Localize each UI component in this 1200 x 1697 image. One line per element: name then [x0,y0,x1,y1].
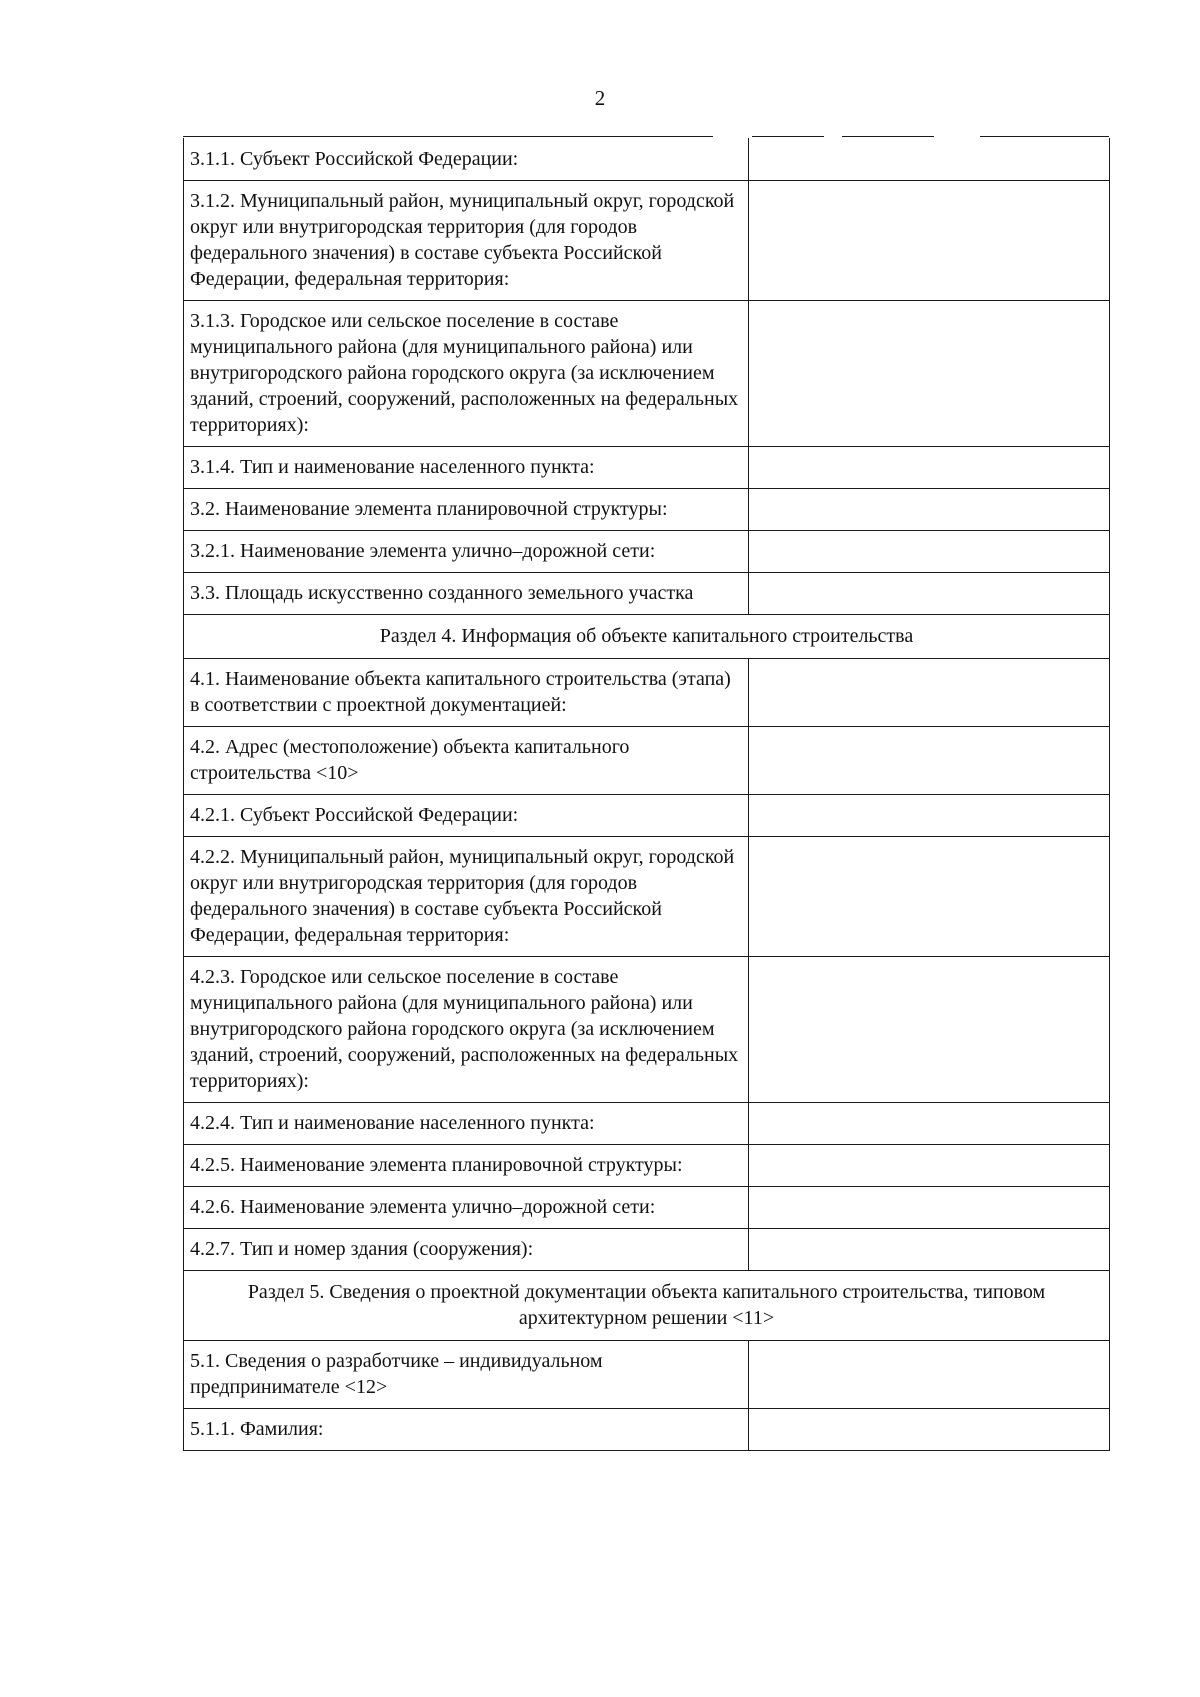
field-value[interactable] [749,1409,1110,1451]
field-label: 4.1. Наименование объекта капитального строительства (этапа) в соответствии с проектной документацией: [184,659,749,727]
form-field-row [184,1409,1110,1451]
section-header-row [184,615,1110,659]
field-label: 4.2.6. Наименование элемента улично–дорожной сети: [184,1187,749,1229]
field-value[interactable] [749,301,1110,447]
table-top-border-segment [842,136,934,137]
field-label: 4.2.7. Тип и номер здания (сооружения): [184,1229,749,1271]
field-label: 3.2.1. Наименование элемента улично–дорожной сети: [184,531,749,573]
table-top-border-segment [183,136,713,137]
field-label: 4.2. Адрес (местоположение) объекта капитального строительства <10> [184,727,749,795]
form-field-row [184,727,1110,795]
field-label: 4.2.1. Субъект Российской Федерации: [184,795,749,837]
field-value[interactable] [749,1341,1110,1409]
table-top-border-segment [752,136,824,137]
form-field-row [184,1229,1110,1271]
field-value[interactable] [749,1229,1110,1271]
field-value[interactable] [749,139,1110,181]
field-value[interactable] [749,1145,1110,1187]
field-value[interactable] [749,957,1110,1103]
field-label: 3.1.3. Городское или сельское поселение в составе муниципального района (для муниципального района) или внутригородского района городского округа (за исключением зданий, строений, сооружений, расположенных на федеральных территориях): [184,301,749,447]
form-field-row [184,1103,1110,1145]
form-field-row [184,1187,1110,1229]
field-value[interactable] [749,659,1110,727]
field-label: 3.2. Наименование элемента планировочной структуры: [184,489,749,531]
field-value[interactable] [749,837,1110,957]
field-value[interactable] [749,1103,1110,1145]
section-title: Раздел 4. Информация об объекте капитального строительства [184,615,1110,659]
form-field-row [184,795,1110,837]
form-field-row [184,181,1110,301]
form-field-row [184,447,1110,489]
form-field-row [184,489,1110,531]
field-label: 3.1.4. Тип и наименование населенного пункта: [184,447,749,489]
field-value[interactable] [749,727,1110,795]
field-value[interactable] [749,181,1110,301]
field-label: 4.2.2. Муниципальный район, муниципальный округ, городской округ или внутригородская территория (для городов федерального значения) в составе субъекта Российской Федерации, федеральная территория: [184,837,749,957]
field-label: 4.2.3. Городское или сельское поселение в составе муниципального района (для муниципального района) или внутригородского района городского округа (за исключением зданий, строений, сооружений, расположенных на федеральных территориях): [184,957,749,1103]
field-label: 3.1.1. Субъект Российской Федерации: [184,139,749,181]
field-value[interactable] [749,1187,1110,1229]
form-field-row [184,659,1110,727]
field-label: 3.3. Площадь искусственно созданного земельного участка [184,573,749,615]
form-field-row [184,1341,1110,1409]
table-top-border-segment [980,136,1109,137]
form-field-row [184,837,1110,957]
page-number: 2 [594,86,606,110]
form-field-row [184,301,1110,447]
form-field-row [184,139,1110,181]
field-value[interactable] [749,489,1110,531]
field-label: 3.1.2. Муниципальный район, муниципальный округ, городской округ или внутригородская территория (для городов федерального значения) в составе субъекта Российской Федерации, федеральная территория: [184,181,749,301]
form-field-row [184,573,1110,615]
field-label: 4.2.5. Наименование элемента планировочной структуры: [184,1145,749,1187]
form-field-row [184,531,1110,573]
form-table-body [184,139,1110,1451]
field-label: 5.1.1. Фамилия: [184,1409,749,1451]
form-field-row [184,957,1110,1103]
field-value[interactable] [749,795,1110,837]
form-table [183,138,1110,1451]
field-label: 5.1. Сведения о разработчике – индивидуальном предпринимателе <12> [184,1341,749,1409]
section-header-row [184,1271,1110,1341]
field-value[interactable] [749,573,1110,615]
form-field-row [184,1145,1110,1187]
section-title: Раздел 5. Сведения о проектной документации объекта капитального строительства, типовом архитектурном решении <11> [184,1271,1110,1341]
field-value[interactable] [749,531,1110,573]
field-label: 4.2.4. Тип и наименование населенного пункта: [184,1103,749,1145]
field-value[interactable] [749,447,1110,489]
